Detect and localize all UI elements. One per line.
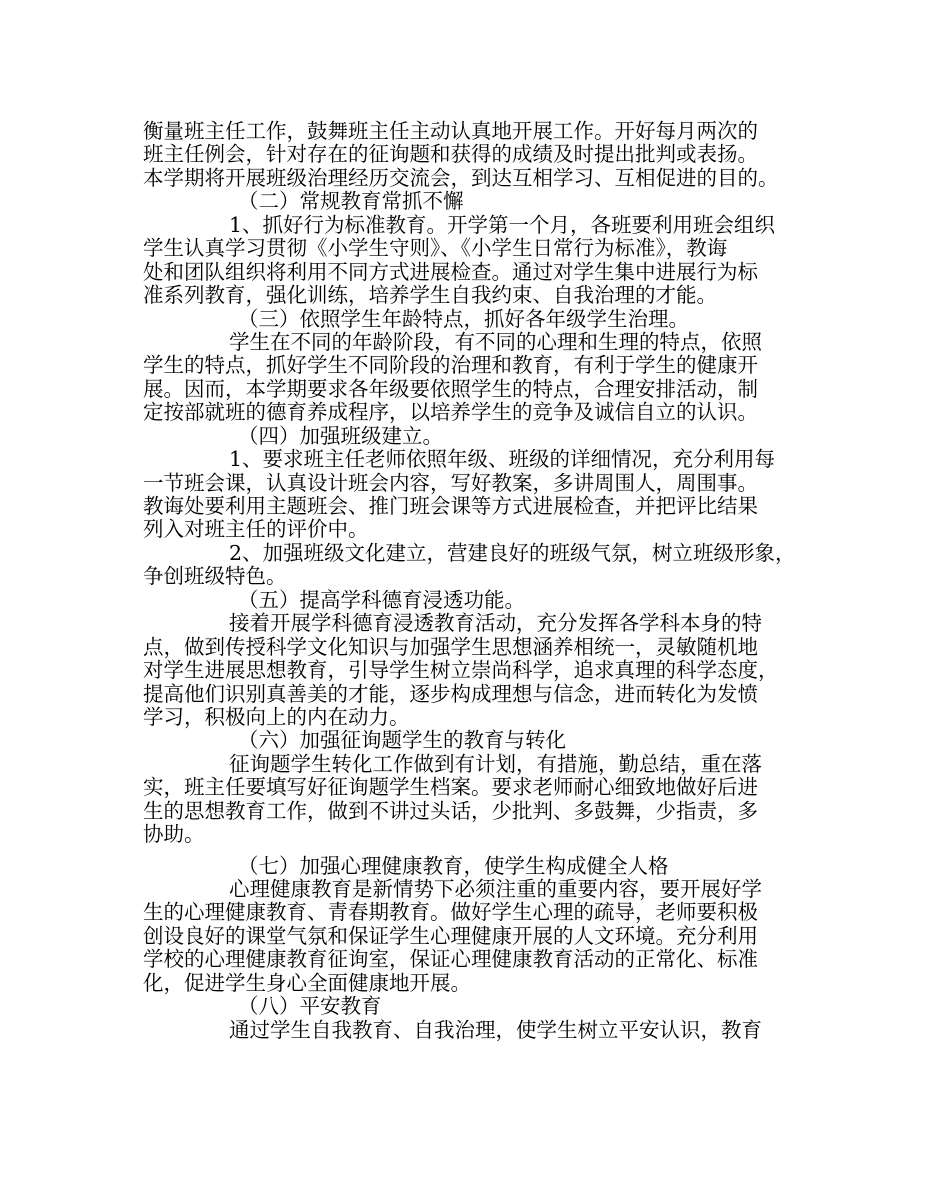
paragraph-line: 协助。 [143,822,205,847]
paragraph-line: 一节班会课，认真设计班会内容，写好教案，多讲周围人，周围事。 [143,470,758,495]
section-heading: （七）加强心理健康教育，使学生构成健全人格 [238,853,669,878]
paragraph-line: 本学期将开展班级治理经历交流会，到达互相学习、互相促进的目的。 [143,165,779,190]
paragraph-line: 教诲处要利用主题班会、推门班会课等方式进展检查，并把评比结果 [143,494,758,518]
paragraph-line: 学生的特点，抓好学生不同阶段的治理和教育，有利于学生的健康开 [143,353,758,378]
paragraph-line: 创设良好的课堂气氛和保证学生心理健康开展的人文环境。充分利用 [143,923,758,948]
section-heading: （二）常规教育常抓不懈 [238,189,464,214]
paragraph-line: 2、加强班级文化建立，营建良好的班级气氛，树立班级形象， [229,540,796,565]
paragraph-line: 对学生进展思想教育，引导学生树立崇尚科学，追求真理的科学态度， [143,658,779,683]
paragraph-line: 展。因而，本学期要求各年级要依照学生的特点，合理安排活动，制 [143,376,758,401]
section-heading: （三）依照学生年龄特点，抓好各年级学生治理。 [238,306,689,331]
paragraph-line: 学校的心理健康教育征询室，保证心理健康教育活动的正常化、标准 [143,947,758,972]
paragraph-line: 班主任例会，针对存在的征询题和获得的成绩及时提出批判或表扬。 [143,142,758,167]
paragraph-line: 征询题学生转化工作做到有计划，有措施，勤总结，重在落 [229,751,762,776]
paragraph-line: 学生认真学习贯彻《小学生守则》、《小学生日常行为标准》，教诲 [143,236,728,261]
paragraph-line: 化，促进学生身心全面健康地开展。 [143,970,471,995]
paragraph-line: 衡量班主任工作，鼓舞班主任主动认真地开展工作。开好每月两次的 [143,119,758,143]
paragraph-line: 1、要求班主任老师依照年级、班级的详细情况，充分利用每 [229,447,776,472]
paragraph-line: 提高他们识别真善美的才能，逐步构成理想与信念，进而转化为发愤 [143,681,758,706]
paragraph-line: 列入对班主任的评价中。 [143,517,369,542]
paragraph-line: 心理健康教育是新情势下必须注重的重要内容，要开展好学 [229,877,762,901]
paragraph-line: 生的心理健康教育、青春期教育。做好学生心理的疏导，老师要积极 [143,900,758,925]
paragraph-line: 处和团队组织将利用不同方式进展检查。通过对学生集中进展行为标 [143,259,758,284]
section-heading: （八）平安教育 [238,994,382,1019]
paragraph-line: 准系列教育，强化训练，培养学生自我约束、自我治理的才能。 [143,283,717,308]
paragraph-line: 生的思想教育工作，做到不讲过头话，少批判、多鼓舞，少指责，多 [143,798,758,823]
paragraph-line: 点，做到传授科学文化知识与加强学生思想涵养相统一，灵敏随机地 [143,634,758,659]
paragraph-line: 定按部就班的德育养成程序，以培养学生的竞争及诚信自立的认识。 [143,400,758,425]
section-heading: （四）加强班级建立。 [238,423,443,448]
paragraph-line: 实，班主任要填写好征询题学生档案。要求老师耐心细致地做好后进 [143,775,758,800]
section-heading: （六）加强征询题学生的教育与转化 [238,728,566,753]
paragraph-line: 通过学生自我教育、自我治理，使学生树立平安认识，教育 [229,1017,762,1042]
paragraph-line: 1、抓好行为标准教育。开学第一个月，各班要利用班会组织 [229,212,776,237]
paragraph-line: 学习，积极向上的内在动力。 [143,704,410,729]
section-heading: （五）提高学科德育浸透功能。 [238,587,525,612]
paragraph-line: 接着开展学科德育浸透教育活动，充分发挥各学科本身的特 [229,611,762,636]
document-body [143,120,809,1042]
paragraph-line: 学生在不同的年龄阶段，有不同的心理和生理的特点，依照 [229,329,762,354]
paragraph-line: 争创班级特色。 [143,564,287,589]
